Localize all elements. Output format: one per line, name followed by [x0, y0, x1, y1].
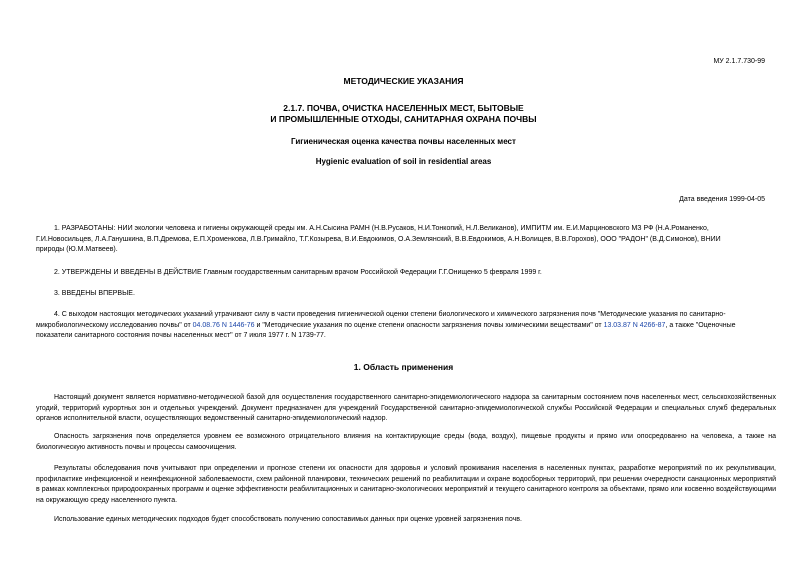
scope-paragraph-2: Опасность загрязнения почв определяется уровнем ее возможного отрицательного влияния на контактирующие среды (вода, воздух), пищевые продукты и прямо или опосредованно на человека, а также на биологическую активность почвы и процессы самоочищения.: [36, 433, 776, 451]
subject-line-2: И ПРОМЫШЛЕННЫЕ ОТХОДЫ, САНИТАРНАЯ ОХРАНА ПОЧВЫ: [270, 114, 537, 124]
scope-paragraph-4: Использование единых методических подходов будет способствовать получению сопоставимых данных при оценке уровней загрязнения почв.: [54, 516, 522, 523]
doc-link-4266-87[interactable]: 13.03.87 N 4266-87: [603, 321, 666, 329]
p4-line-1: 4. С выходом настоящих методических указаний утрачивают силу в части проведения гигиенической оценки степени биологического и химического загрязнения почв "Методические указания по санитарно-: [54, 311, 726, 318]
paragraph-first-introduced: 3. ВВЕДЕНЫ ВПЕРВЫЕ.: [54, 290, 135, 297]
section-title: 1. Область применения: [353, 362, 454, 372]
title-russian: Гигиеническая оценка качества почвы населенных мест: [291, 137, 516, 146]
document-code: МУ 2.1.7.730-99: [713, 58, 765, 65]
document-heading: МЕТОДИЧЕСКИЕ УКАЗАНИЯ: [343, 76, 464, 86]
p1-line-2: Г.И.Новосильцев, Л.А.Ганушкина, В.П.Дремова, Е.П.Хромeнкова, Л.В.Гримайло, Т.Г.Козырева, В.И.Евдокимов, О.А.Землянский, В.В.Евдокимов, А.Н.Волищев, В.В.Горохов), ООО "РАДОН" (В.Д.Симонов), ВНИИ: [36, 235, 721, 243]
doc-link-1446-76[interactable]: 04.08.76 N 1446-76: [192, 321, 255, 329]
paragraph-superseded: [36, 310, 796, 342]
title-english: Hygienic evaluation of soil in residential areas: [315, 157, 492, 166]
p4-line-3: показатели санитарного состояния почвы населенных мест" от 7 июля 1977 г. N 1739-77.: [36, 332, 326, 340]
document-subject: [0, 103, 807, 125]
p1-line-3: природы (Ю.М.Матвеев).: [36, 246, 118, 254]
scope-paragraph-1: Настоящий документ является нормативно-методической базой для осуществления государственного санитарно-эпидемиологического надзора за санитарным состоянием почв населенных мест, сельскохозяйственных угодий, территорий курортных зон и отдельных учреждений. Документ предназначен для учреждений Государственной санитарно-эпидемиологической службы Российской Федерации и специальных служб федеральных органов исполнительной власти, осуществляющих ведомственный санитарно-эпидемиологический надзор.: [36, 394, 776, 423]
introduction-date: Дата введения 1999-04-05: [679, 196, 765, 203]
p4-line-2: микробиологическому исследованию почвы" от 04.08.76 N 1446-76 и "Методические указания по оценке степени опасности загрязнения почвы химическими веществами" от 13.03.87 N 4266-87, а также "Оценочные: [36, 321, 736, 329]
scope-paragraph-3: Результаты обследования почв учитывают при определении и прогнозе степени их опасности для здоровья и условий проживания населения в населенных пунктах, разработке мероприятий по их рекультивации, профилактике инфекционной и неинфекционной заболеваемости, схем районной планировки, технических решений по реабилитации и охране водосборных территорий, при решении очередности санационных мероприятий в рамках комплексных природоохранных программ и оценке эффективности реабилитационных и санитарно-экологических мероприятий и текущего санитарного контроля за объектами, прямо или косвенно воздействующими на окружающую среду населенного пункта.: [36, 465, 776, 504]
paragraph-developed-by: [36, 224, 796, 256]
subject-line-1: 2.1.7. ПОЧВА, ОЧИСТКА НАСЕЛЕННЫХ МЕСТ, БЫТОВЫЕ: [283, 103, 524, 113]
paragraph-approved: 2. УТВЕРЖДЕНЫ И ВВЕДЕНЫ В ДЕЙСТВИЕ Главным государственным санитарным врачом Российской Федерации Г.Г.Онищенко 5 февраля 1999 г.: [54, 269, 542, 276]
p1-line-1: 1. РАЗРАБОТАНЫ: НИИ экологии человека и гигиены окружающей среды им. А.Н.Сысина РАМН (Н.В.Русаков, Н.И.Тонкопий, Н.Л.Великанов), ИМПИТМ им. Е.И.Марциновского МЗ РФ (Н.А.Романенко,: [54, 225, 709, 232]
